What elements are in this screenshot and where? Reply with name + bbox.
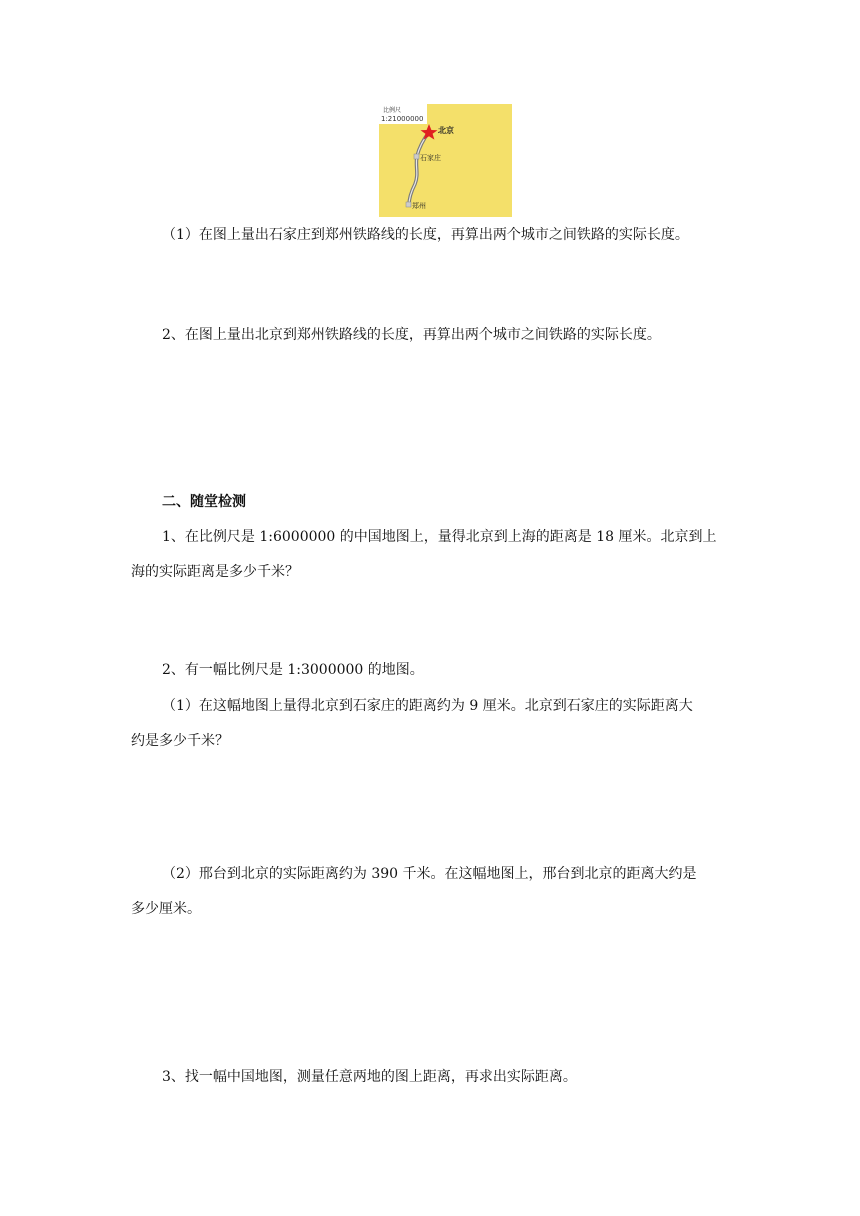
test-2: 2、有一幅比例尺是 1:3000000 的地图。 <box>162 662 424 678</box>
map-scale-title: 比例尺 <box>383 107 402 114</box>
test-2-part-2-line-2: 多少厘米。 <box>131 901 201 917</box>
zhengzhou-marker-icon <box>406 202 411 207</box>
city-label-shijiazhuang: 石家庄 <box>420 154 441 162</box>
test-2-part-2-line-1: （2）邢台到北京的实际距离约为 390 千米。在这幅地图上，邢台到北京的距离大约是 <box>162 866 697 882</box>
shijiazhuang-marker-icon <box>414 154 419 159</box>
test-1-line-2: 海的实际距离是多少千米？ <box>131 564 299 580</box>
section-title-2: 二、随堂检测 <box>162 494 246 510</box>
city-label-zhengzhou: 郑州 <box>412 202 426 210</box>
test-2-part-1-line-1: （1）在这幅地图上量得北京到石家庄的距离约为 9 厘米。北京到石家庄的实际距离大 <box>162 698 693 714</box>
railway-line <box>409 132 429 205</box>
railway-map <box>379 104 512 217</box>
test-1-line-1: 1、在比例尺是 1:6000000 的中国地图上，量得北京到上海的距离是 18 厘米。北京到上 <box>162 529 717 545</box>
test-2-part-1-line-2: 约是多少千米？ <box>131 733 229 749</box>
test-3: 3、找一幅中国地图，测量任意两地的图上距离，再求出实际距离。 <box>162 1069 577 1085</box>
question-2: 2、在图上量出北京到郑州铁路线的长度，再算出两个城市之间铁路的实际长度。 <box>162 327 661 343</box>
question-1-part-1: （1）在图上量出石家庄到郑州铁路线的长度，再算出两个城市之间铁路的实际长度。 <box>162 227 689 243</box>
city-label-beijing: 北京 <box>438 126 454 135</box>
map-scale-value: 1:21000000 <box>381 115 424 123</box>
beijing-star-icon <box>421 124 438 140</box>
